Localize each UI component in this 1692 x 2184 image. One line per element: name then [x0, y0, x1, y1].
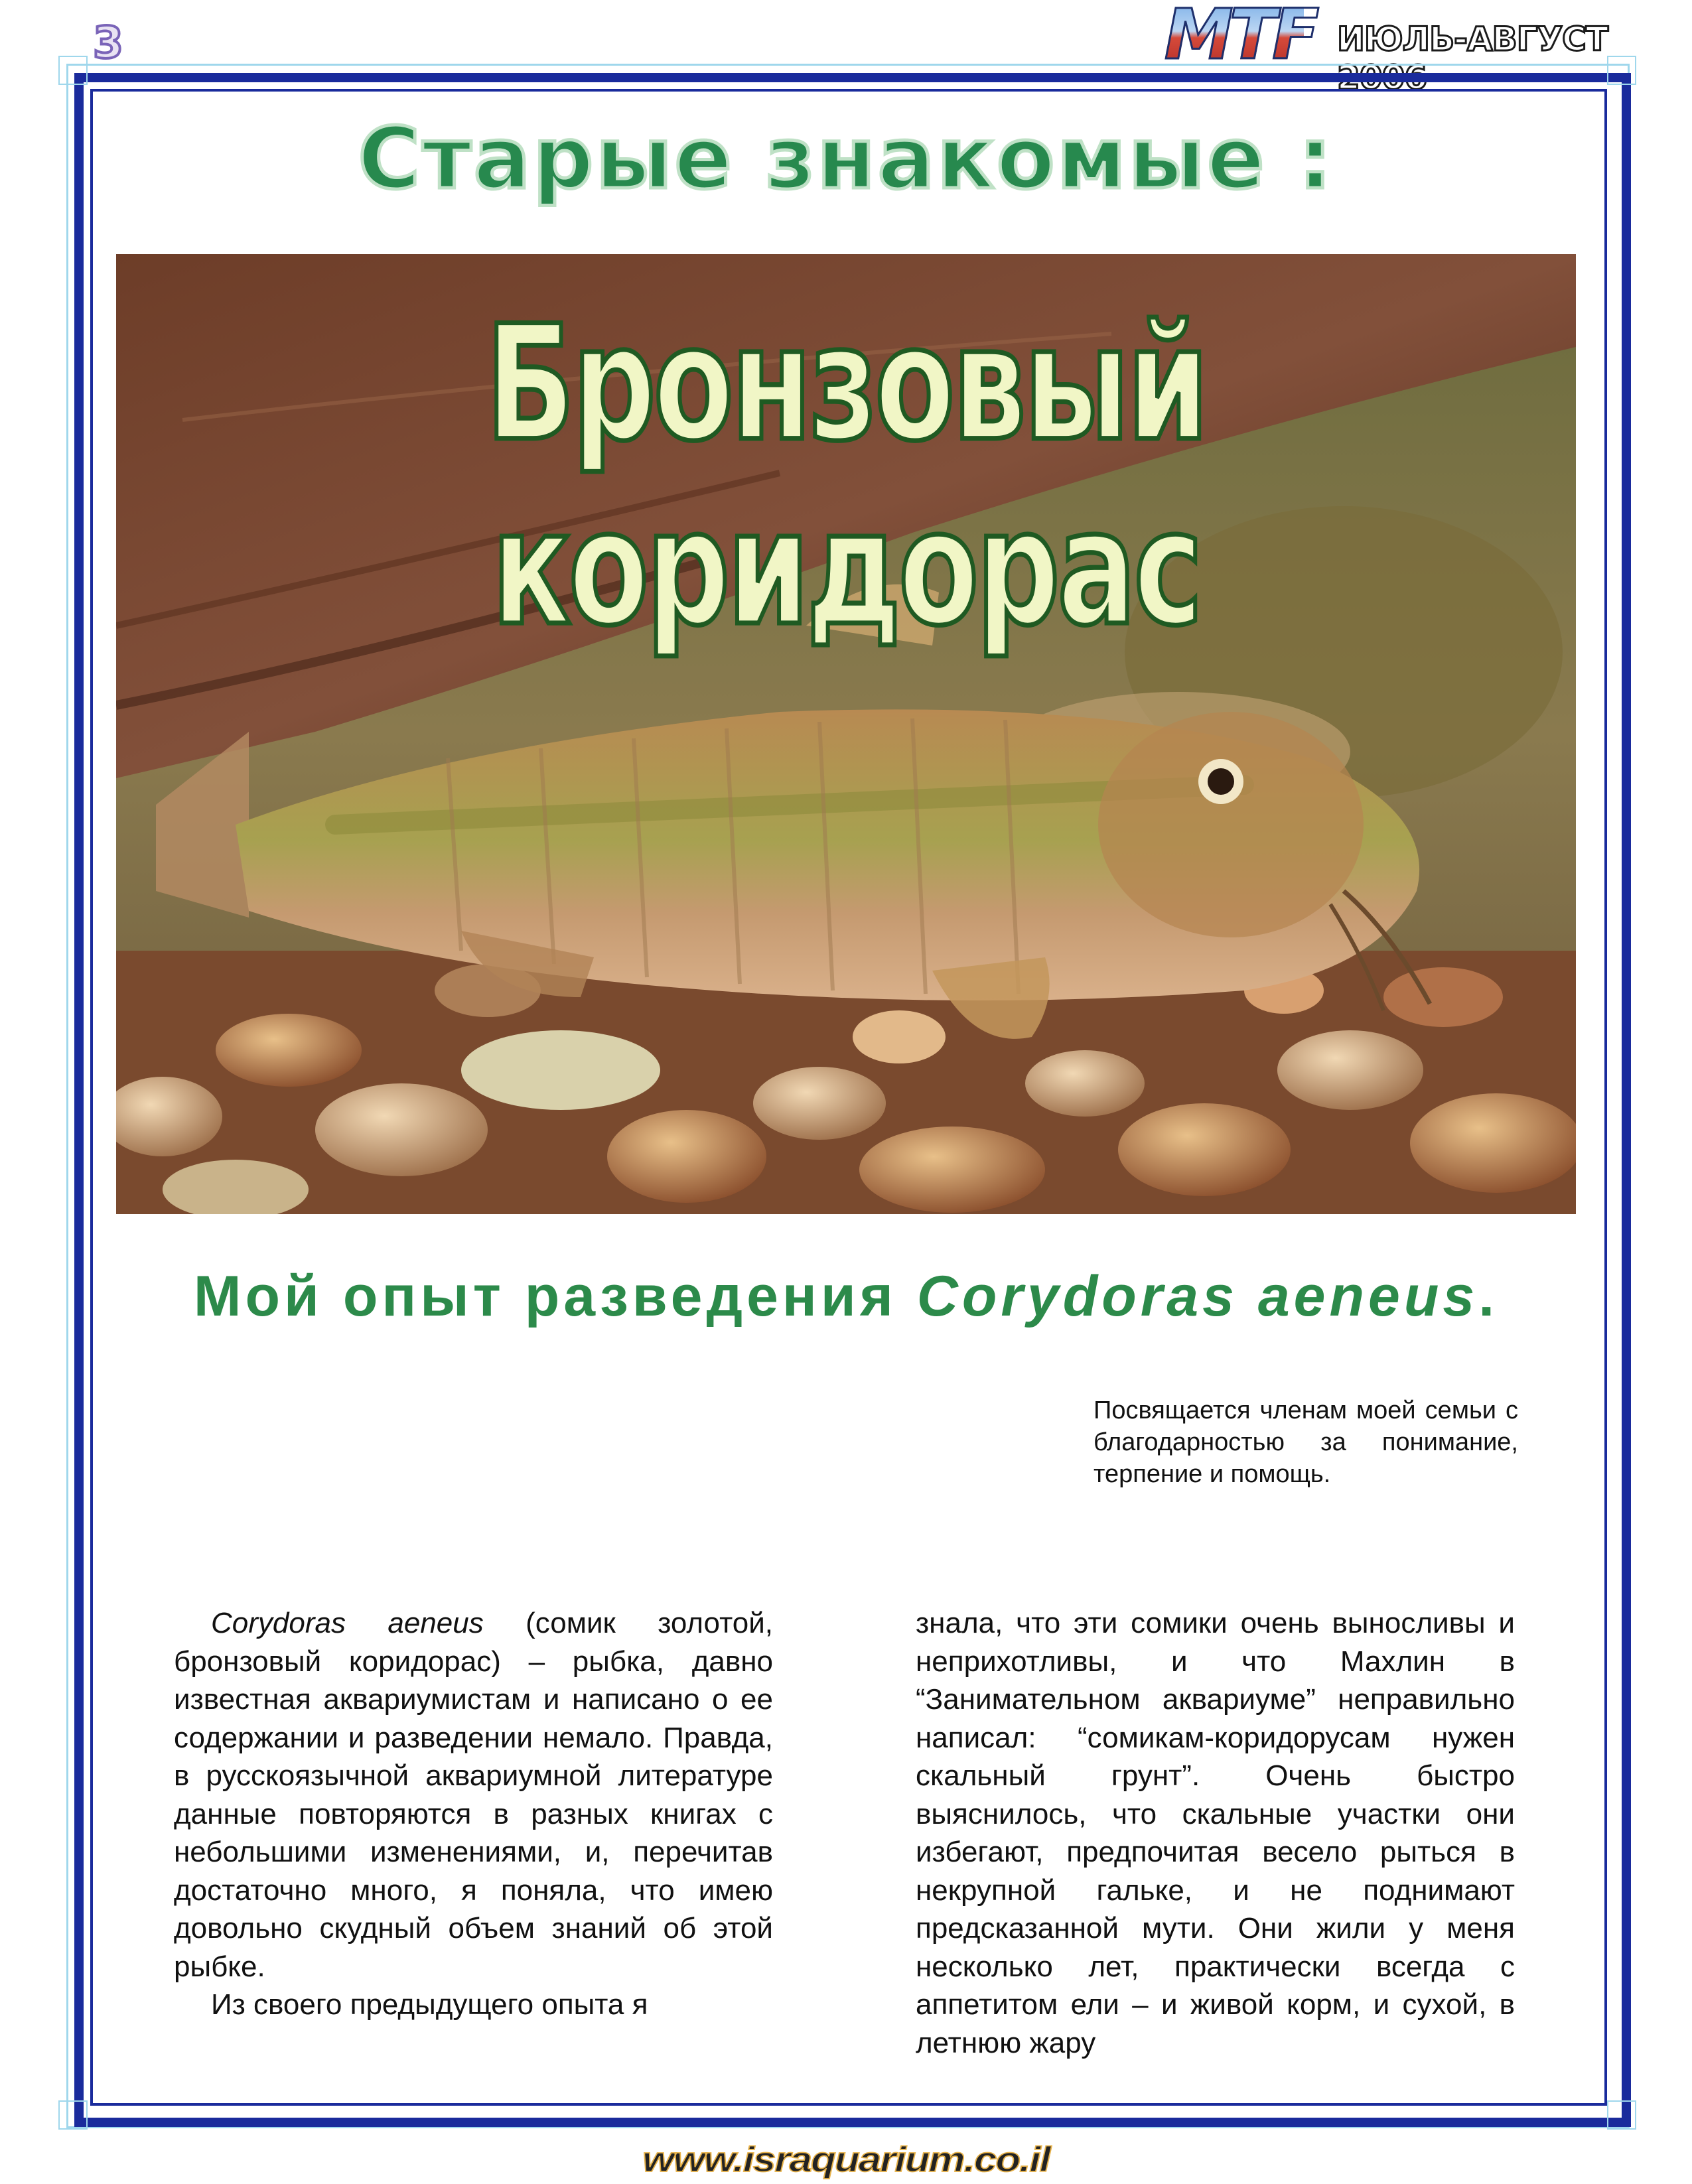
species-name: Corydoras aeneus [211, 1607, 484, 1639]
corner-ornament [1607, 56, 1636, 85]
article-column-2 [916, 1604, 1515, 2062]
paragraph-text: (сомик золотой, бронзовый коридорас) – рыбка, давно известная аквариумистам и написано о ее содержании и разведении немало. Правда, в русскоязычной аквариумной литературе данные повторяются в разных книгах с небольшими изменениями, и, перечитав достаточно много, я поняла, что имею довольно скудный объем знаний об этой рыбке. [174, 1607, 773, 1983]
article-kicker: Старые знакомые : [358, 109, 1334, 208]
corner-ornament [58, 2100, 88, 2130]
article-column-1 [174, 1604, 773, 2024]
magazine-logo: МТF [1164, 0, 1316, 75]
corner-ornament [1607, 2100, 1636, 2130]
page-number: 3 [93, 17, 123, 68]
article-subtitle [0, 1264, 1692, 1330]
article-paragraph [174, 1604, 773, 1986]
footer-url[interactable]: www.israquarium.co.il [642, 2140, 1050, 2179]
article-paragraph: Из своего предыдущего опыта я [211, 1988, 648, 2021]
corner-ornament [58, 56, 88, 85]
article-title: Бронзовый коридорас [486, 292, 1206, 661]
subtitle-suffix: . [1478, 1264, 1499, 1328]
article-paragraph: знала, что эти сомики очень выносливы и неприхотливы, и что Махлин в “Занимательном аквариуме” неправильно написал: “сомикам-коридорусам нужен скальный грунт”. Очень быстро выяснилось, что скальные участки они избегают, предпочитая весело рыться в некрупной гальке, и не поднимают предсказанной мути. Они жили у меня несколько лет, практически всегда с аппетитом ели – и живой корм, и сухой, в летнюю жару [916, 1607, 1515, 2059]
subtitle-prefix: Мой опыт разведения [193, 1264, 917, 1328]
issue-date: ИЮЛЬ-АВГУСТ 2006 [1337, 20, 1608, 97]
dedication: Посвящается членам моей семьи с благодарностью за понимание, терпение и помощь. [1093, 1397, 1518, 1488]
subtitle-species: Corydoras aeneus [916, 1264, 1479, 1328]
